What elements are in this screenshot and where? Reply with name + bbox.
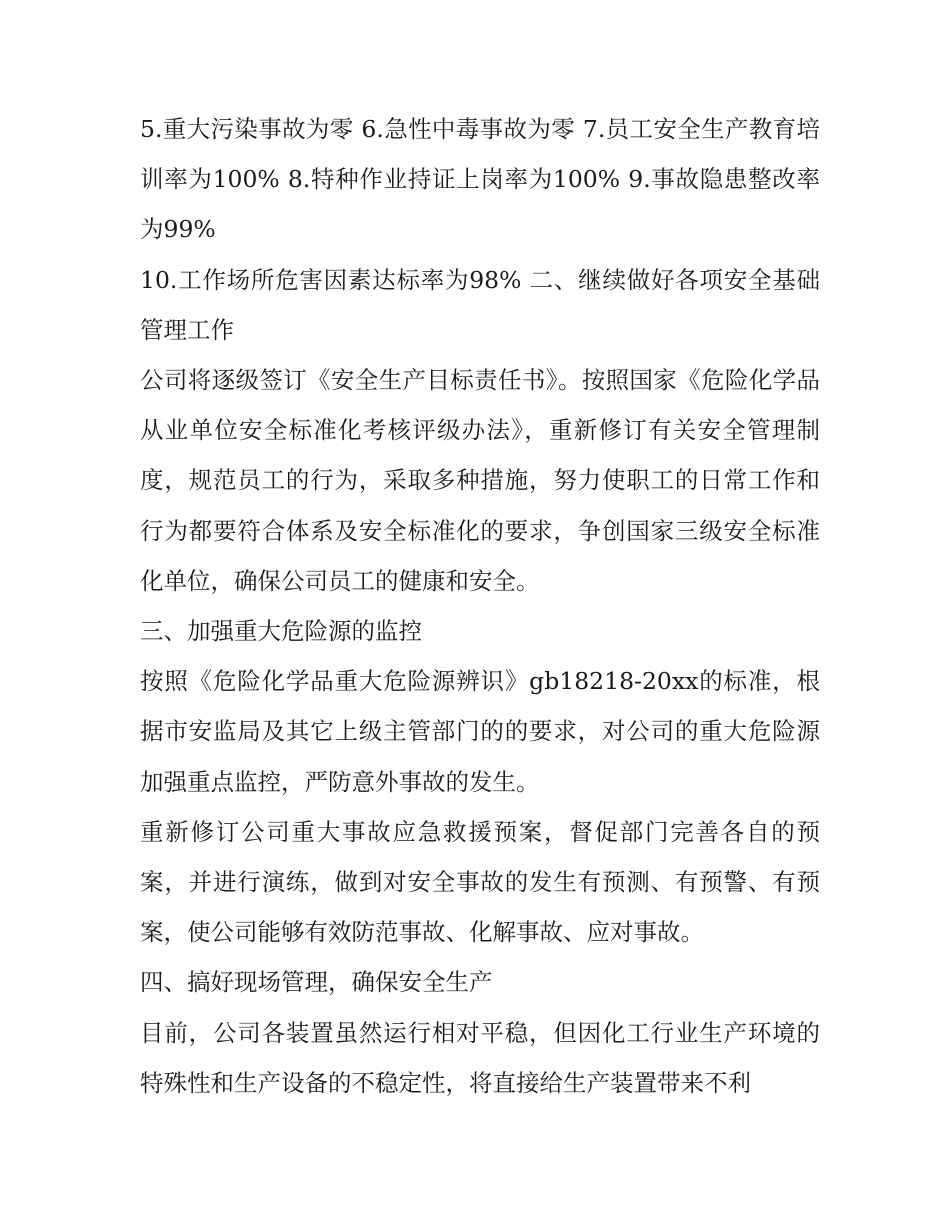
paragraph-hazard-source-monitoring: 按照《危险化学品重大危险源辨识》gb18218-20xx的标准，根据市安监局及其它上级主管部门的的要求，对公司的重大危险源加强重点监控，严防意外事故的发生。 (140, 667, 820, 796)
section-3-heading: 三、加强重大危险源的监控 (140, 617, 422, 646)
paragraph-target-10-and-section-2-heading: 10.工作场所危害因素达标率为98% 二、继续做好各项安全基础管理工作 (140, 265, 820, 344)
paragraph-emergency-plan: 重新修订公司重大事故应急救援预案，督促部门完善各自的预案，并进行演练，做到对安全事故的发生有预测、有预警、有预案，使公司能够有效防范事故、化解事故、应对事故。 (140, 817, 820, 947)
document-page (140, 104, 820, 1108)
section-4-heading: 四、搞好现场管理，确保安全生产 (140, 968, 493, 997)
paragraph-site-management: 目前，公司各装置虽然运行相对平稳，但因化工行业生产环境的特殊性和生产设备的不稳定性，将直接给生产装置带来不利 (140, 1018, 820, 1097)
paragraph-safety-management: 公司将逐级签订《安全生产目标责任书》。按照国家《危险化学品从业单位安全标准化考核评级办法》，重新修订有关安全管理制度，规范员工的行为，采取多种措施，努力使职工的日常工作和行为都要符合体系及安全标准化的要求，争创国家三级安全标准化单位，确保公司员工的健康和安全。 (140, 366, 820, 595)
paragraph-targets-5-9: 5.重大污染事故为零 6.急性中毒事故为零 7.员工安全生产教育培训率为100% 8.特种作业持证上岗率为100% 9.事故隐患整改率为99% (140, 115, 820, 244)
